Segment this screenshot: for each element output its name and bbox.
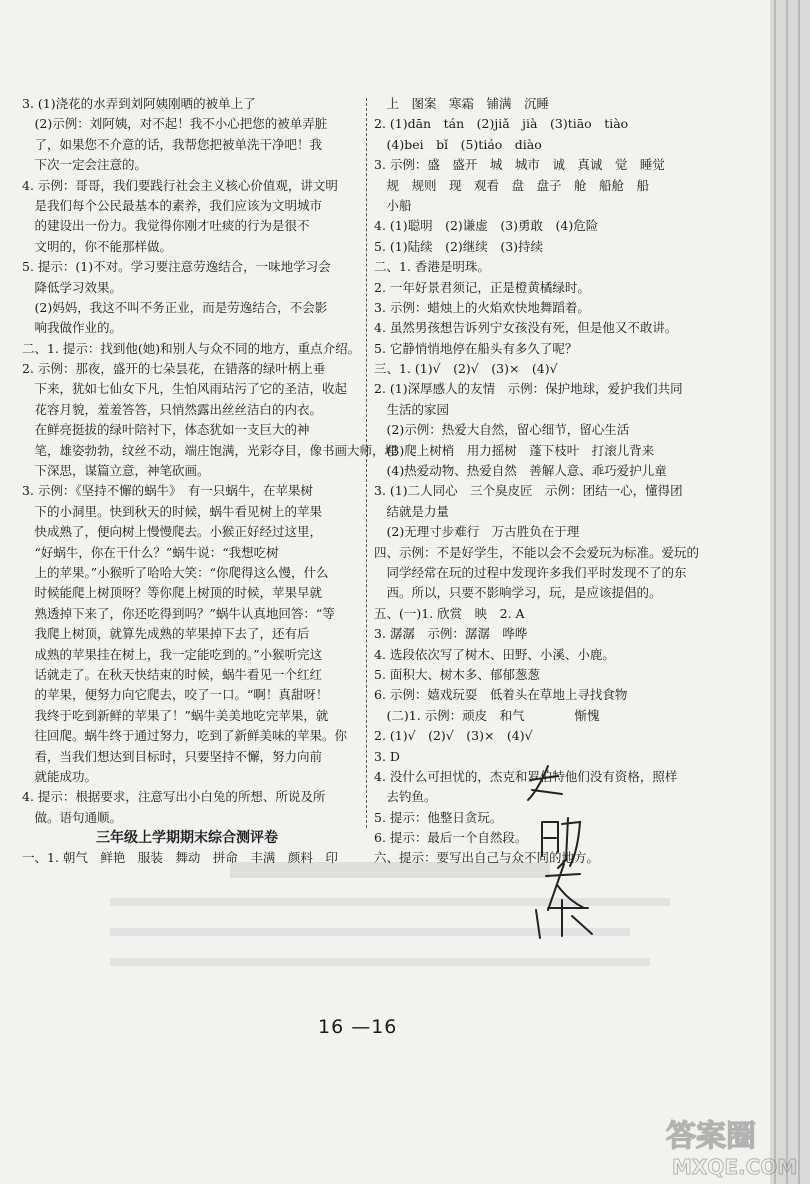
answer-line: 降低学习效果。 [22,279,123,295]
answer-line: 2. 示例：那夜，盛开的七朵昙花，在错落的绿叶柄上垂 [22,361,326,377]
answer-line: 去钓鱼。 [374,789,437,805]
site-watermark [662,1110,802,1180]
answer-line: 3. 示例：盛 盛开 城 城市 诚 真诚 觉 睡觉 [374,157,665,173]
answer-line: 3. 示例：蜡烛上的火焰欢快地舞蹈着。 [374,299,590,315]
answer-line: 6. 示例：嬉戏玩耍 低着头在草地上寻找食物 [374,687,628,703]
answer-line: 我终于吃到新鲜的苹果了！”蜗牛美美地吃完苹果，就 [22,707,329,723]
answer-line: 成熟的苹果挂在树上，我一定能吃到的。”小猴听完这 [22,646,323,662]
answer-line: 上 图案 寒霜 铺满 沉睡 [374,96,550,111]
watermark-url: MXQE.COM [672,1155,798,1179]
answer-line: 四、示例：不是好学生，不能以会不会爱玩为标准。爱玩的 [374,544,700,560]
answer-line: 看，当我们想达到目标时，只要坚持不懈，努力向前 [22,748,323,764]
answer-line: 5. 提示：他整日贪玩。 [374,809,503,825]
answer-line: 响我做作业的。 [22,320,123,336]
answer-line: 话就走了。在秋天快结束的时候，蜗牛看见一个红红 [22,666,323,682]
answer-line: 5. 它静悄悄地停在船头有多久了呢？ [374,340,578,356]
answer-line: 生活的家园 [374,401,450,417]
answer-line: (4)bei bǐ (5)tiáo diào [374,136,542,152]
answer-line: 3. D [374,748,400,764]
answer-line: 2. 一年好景君须记，正是橙黄橘绿时。 [374,279,590,295]
answer-line: 2. (1)dān tán (2)jiǎ jià (3)tiāo tiào [374,116,629,132]
answer-line: 2. (1)深厚感人的友情 示例：保护地球，爱护我们共同 [374,381,683,397]
answer-line: (2)示例：刘阿姨，对不起！我不小心把您的被单弄脏 [22,116,328,132]
page-edge [798,0,800,1184]
answer-line: 熟透掉下来了，你还吃得到吗？”蜗牛认真地回答：“等 [22,605,335,621]
answer-line: 4. 示例：哥哥，我们要践行社会主义核心价值观，讲文明 [22,177,338,193]
answer-line: 做。语句通顺。 [22,809,123,825]
answer-line: (3)爬上树梢 用力摇树 蓬下枝叶 打滚儿背来 [374,442,655,458]
answer-line: 我爬上树顶，就算先成熟的苹果掉下去了，还有后 [22,626,310,642]
answer-line: 快成熟了，便向树上慢慢爬去。小猴正好经过这里， [22,524,323,540]
answer-line: 笔，雄姿勃勃，纹丝不动，端庄饱满，光彩夺目，像书画大师，埋 [22,442,398,458]
answer-line: 了，如果您不介意的话，我帮您把被单洗干净吧！我 [22,136,323,152]
answer-line: 3. (1)二人同心 三个臭皮匠 示例：团结一心，懂得团 [374,483,683,499]
exam-title: 三年级上学期期末综合测评卷 [96,830,278,847]
answer-line: 2. (1)√ (2)√ (3)× (4)√ [374,728,533,744]
answer-line: 三、1. (1)√ (2)√ (3)× (4)√ [374,361,558,377]
answer-line: 3. 示例：《坚持不懈的蜗牛》 有一只蜗牛，在苹果树 [22,483,313,499]
answer-line: 往回爬。蜗牛终于通过努力，吃到了新鲜美味的苹果。你 [22,728,348,744]
answer-line: 上的苹果。”小猴听了哈哈大笑：“你爬得这么慢，什么 [22,564,329,580]
answer-line: 3. 潺潺 示例：潺潺 哗哗 [374,626,528,642]
answer-line: 的苹果，便努力向它爬去，咬了一口。“啊！真甜呀！ [22,687,329,703]
answer-line: 下深思，谋篇立意，神笔砍画。 [22,463,210,479]
answer-line: “好蜗牛，你在干什么？”蜗牛说：“我想吃树 [22,544,279,560]
answer-line: 时候能爬上树顶呀？等你爬上树顶的时候，苹果早就 [22,585,323,601]
handwritten-annotation [518,760,608,940]
answer-line: 小船 [374,197,412,213]
answer-line: 六、提示：要写出自己与众不同的地方。 [374,850,600,866]
page-edge [786,0,788,1184]
answer-line: 规 规则 现 观看 盘 盘子 舱 船舱 船 [374,177,650,193]
answer-line: 下次一定会注意的。 [22,157,148,173]
answer-line: 的建设出一份力。我觉得你刚才吐痰的行为是很不 [22,218,310,234]
answer-line: 6. 提示：最后一个自然段。 [374,830,528,846]
page-edge [774,0,776,1184]
answer-line: (2)示例：热爱大自然，留心细节，留心生活 [374,422,630,438]
answer-line: (二)1. 示例：顽皮 和气 惭愧 [374,707,600,723]
right-column [374,94,744,869]
answer-line: 5. 提示：(1)不对。学习要注意劳逸结合，一味地学习会 [22,259,331,275]
answer-line: 3. (1)浇花的水弄到刘阿姨刚晒的被单上了 [22,96,256,111]
answer-line: 4. 提示：根据要求，注意写出小白兔的所想、所说及所 [22,789,326,805]
answer-line: 一、1. 朝气 鲜艳 服装 舞动 拼命 丰满 颜料 印 [22,850,338,866]
answer-line: 5. 面积大、树木多、郁郁葱葱 [374,666,540,682]
answer-line: 文明的，你不能那样做。 [22,238,173,254]
answer-line: 就能成功。 [22,768,98,784]
answer-line: 二、1. 香港是明珠。 [374,259,490,275]
answer-line: 5. (1)陆续 (2)继续 (3)持续 [374,238,544,254]
answer-line: 西。所以，只要不影响学习，玩，是应该提倡的。 [374,585,662,601]
answer-line: (2)无理寸步难行 万古胜负在于理 [374,524,580,540]
answer-line: 二、1. 提示：找到他(她)和别人与众不同的地方，重点介绍。 [22,340,361,356]
answer-line: (2)妈妈，我这不叫不务正业，而是劳逸结合，不会影 [22,299,328,315]
answer-line: 4. 没什么可担忧的，杰克和罗伯特他们没有资格，照样 [374,768,678,784]
answer-line: 五、(一)1. 欣赏 映 2. A [374,605,525,621]
column-divider [366,98,367,828]
answer-line: 同学经常在玩的过程中发现许多我们平时发现不了的东 [374,564,687,580]
answer-line: 在鲜亮挺拔的绿叶陪衬下，体态犹如一支巨大的神 [22,422,310,438]
answer-line: 下来，犹如七仙女下凡，生怕风雨玷污了它的圣洁，收起 [22,381,348,397]
answer-line: 花容月貌，羞羞答答，只悄然露出丝丝洁白的内衣。 [22,401,323,417]
page-number: 16 —16 [318,1016,398,1038]
answer-line: 结就是力量 [374,503,450,519]
answer-line: 4. 选段依次写了树木、田野、小溪、小鹿。 [374,646,615,662]
answer-line: 是我们每个公民最基本的素养，我们应该为文明城市 [22,197,323,213]
answer-line: 4. 虽然男孩想告诉列宁女孩没有死，但是他又不敢讲。 [374,320,678,336]
answer-line: 下的小洞里。快到秋天的时候，蜗牛看见树上的苹果 [22,503,323,519]
watermark-text: 答案圈 [666,1119,756,1154]
answer-line: 4. (1)聪明 (2)谦虚 (3)勇敢 (4)危险 [374,218,599,234]
answer-line: (4)热爱动物、热爱自然 善解人意、乖巧爱护儿童 [374,463,667,479]
